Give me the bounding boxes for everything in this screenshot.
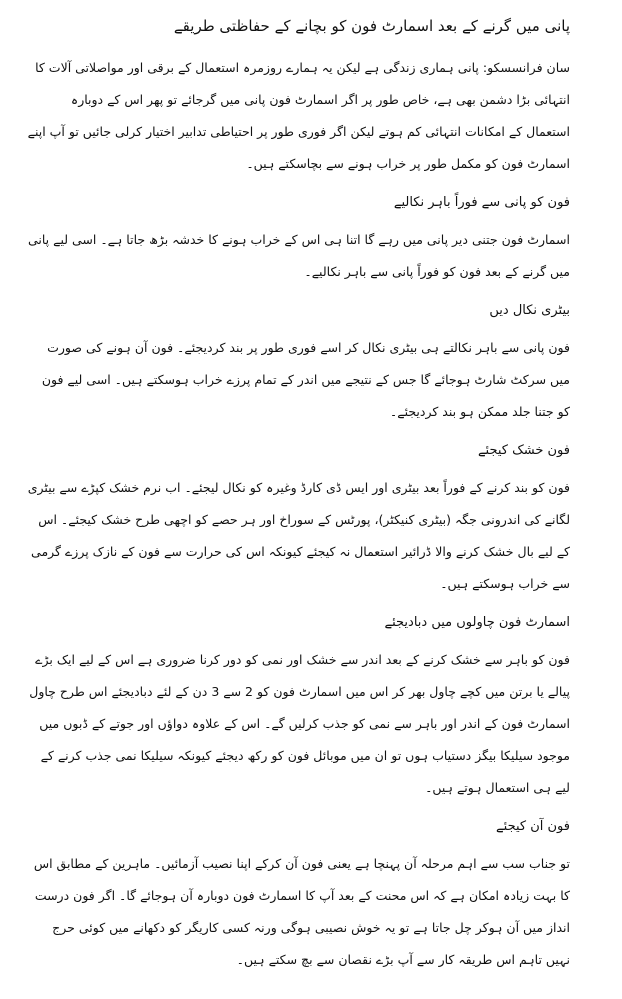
intro-paragraph: سان فرانسسکو: پانی ہماری زندگی ہے لیکن یہ ہمارے روزمرہ استعمال کے برقی اور مواصلاتی آلات کا انتہائی بڑا دشمن بھی ہے، خاص طور پر اگر اسمارٹ فون پانی میں گرجائے تو پھر اس کے دوبارہ استعمال کے امکانات انتہائی کم ہوتے لیکن اگر فوری طور پر احتیاطی تدابیر اختیار کرلی جائیں تو آپ اپنے اسمارٹ فون کو مکمل طور پر خراب ہونے سے بچاسکتے ہیں۔ <box>27 60 570 171</box>
section-heading-remove-battery: بیٹری نکال دیں <box>489 303 570 318</box>
section-paragraph: اسمارٹ فون جتنی دیر پانی میں رہے گا اتنا ہی اس کے خراب ہونے کا خدشہ بڑھ جاتا ہے۔ اسی لیے پانی میں گرنے کے بعد فون کو فوراً پانی سے باہر نکالیے۔ <box>27 232 570 279</box>
section-paragraph: فون کو باہر سے خشک کرنے کے بعد اندر سے خشک اور نمی کو دور کرنا ضروری ہے اس کے لیے ایک بڑے پیالے یا برتن میں کچے چاول بھر کر اس میں اسمارٹ فون کو 2 سے 3 دن کے لئے دبادیجئے اس طرح چاول اسمارٹ فون کے اندر اور باہر سے نمی کو جذب کرلیں گے۔ اس کے علاوہ دواؤں اور جوتے کے ڈبوں میں موجود سیلیکا بیگز دستیاب ہوں تو ان میں موبائل فون کو رکھ دیجئے کیونکہ سیلیکا نمی جذب کرنے کے لیے ہی استعمال ہوتے ہیں۔ <box>29 652 570 795</box>
section-heading-dry-phone: فون خشک کیجئے <box>477 443 570 458</box>
section-paragraph: تو جناب سب سے اہم مرحلہ آن پہنچا ہے یعنی فون آن کرکے اپنا نصیب آزمائیں۔ ماہرین کے مطابق اس کا بہت زیادہ امکان ہے کہ اس محنت کے بعد آپ کا اسمارٹ فون دوبارہ آن ہوجائے گا۔ اگر فون درست انداز میں آن ہوکر چل جاتا ہے تو یہ خوش نصیبی ہوگی ورنہ کسی کاریگر کو دکھانے میں کوئی حرج نہیں تاہم اس طریقہ کار سے آپ بڑے نقصان سے بچ سکتے ہیں۔ <box>33 856 570 967</box>
section-paragraph: فون پانی سے باہر نکالتے ہی بیٹری نکال کر اسے فوری طور پر بند کردیجئے۔ فون آن ہونے کی صورت میں سرکٹ شارٹ ہوجائے گا جس کے نتیجے میں اندر کے تمام پرزے خراب ہوسکتے ہیں۔ اسی لیے فون کو جتنا جلد ممکن ہو بند کردیجئے۔ <box>41 340 570 419</box>
article-title: پانی میں گرنے کے بعد اسمارٹ فون کو بچانے کے حفاظتی طریقے <box>173 17 570 35</box>
section-heading-rice: اسمارٹ فون چاولوں میں دبادیجئے <box>384 615 570 630</box>
section-paragraph: فون کو بند کرنے کے فوراً بعد بیٹری اور ایس ڈی کارڈ وغیرہ کو نکال لیجئے۔ اب نرم خشک کپڑے سے بیٹری لگانے کی اندرونی جگہ (بیٹری کنیکٹر)، پورٹس کے سوراخ اور ہر حصے کو اچھی طرح خشک کیجئے۔ اس کے لیے بال خشک کرنے والا ڈرائیر استعمال نہ کیجئے کیونکہ اس کی حرارت سے فون کے نازک پرزے گرمی سے خراب ہوسکتے ہیں۔ <box>27 480 570 591</box>
section-heading-remove-from-water: فون کو پانی سے فوراً باہر نکالیے <box>393 195 570 210</box>
section-heading-turn-on: فون آن کیجئے <box>496 819 570 834</box>
